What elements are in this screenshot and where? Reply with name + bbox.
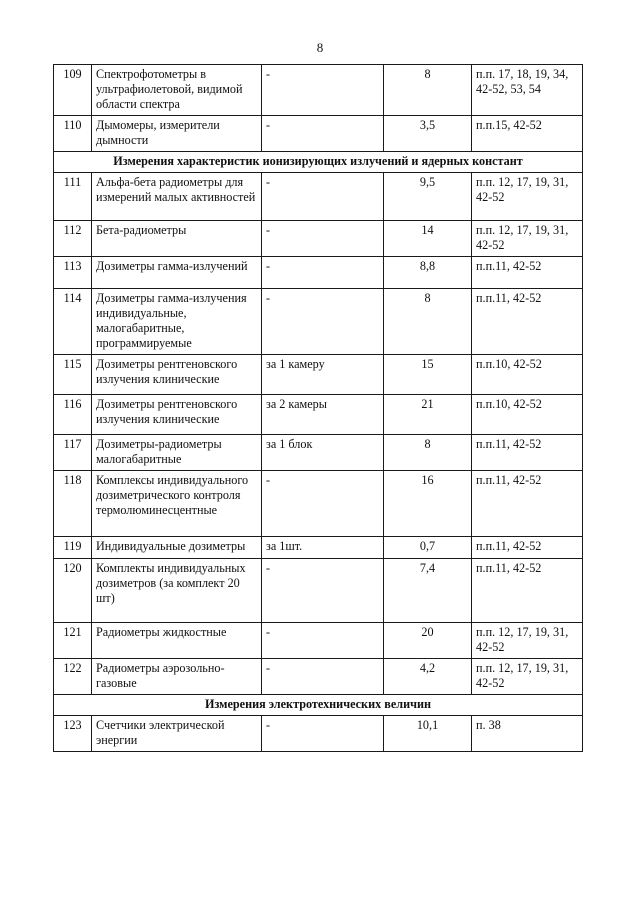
row-number: 111 [54,173,92,221]
section-row [54,152,583,173]
clauses-cell: п.п.11, 42-52 [472,435,583,471]
row-number: 122 [54,659,92,695]
value-cell: 8 [384,65,472,116]
table-row [54,355,583,395]
table-row [54,173,583,221]
unit-cell: - [262,65,384,116]
table-row [54,257,583,289]
instrument-name: Радиометры жидкостные [92,623,262,659]
instrument-name: Дымомеры, измерители дымности [92,116,262,152]
table-row [54,659,583,695]
value-cell: 4,2 [384,659,472,695]
row-number: 110 [54,116,92,152]
section-heading: Измерения характеристик ионизирующих излучений и ядерных констант [54,152,583,173]
clauses-cell: п.п.11, 42-52 [472,257,583,289]
instrument-name: Бета-радиометры [92,221,262,257]
row-number: 113 [54,257,92,289]
unit-cell: - [262,559,384,623]
table-row [54,65,583,116]
table-row [54,471,583,537]
value-cell: 0,7 [384,537,472,559]
value-cell: 7,4 [384,559,472,623]
value-cell: 21 [384,395,472,435]
clauses-cell: п.п. 12, 17, 19, 31, 42-52 [472,659,583,695]
instrument-name: Альфа-бета радиометры для измерений малых активностей [92,173,262,221]
row-number: 116 [54,395,92,435]
clauses-cell: п.п.11, 42-52 [472,537,583,559]
unit-cell: - [262,471,384,537]
table-row [54,221,583,257]
instrument-name: Радиометры аэрозольно-газовые [92,659,262,695]
value-cell: 14 [384,221,472,257]
instrument-name: Комплекты индивидуальных дозиметров (за комплект 20 шт) [92,559,262,623]
row-number: 118 [54,471,92,537]
unit-cell: за 1 блок [262,435,384,471]
table-row [54,289,583,355]
price-table-body [54,65,583,752]
table-row [54,395,583,435]
instrument-name: Спектрофотометры в ультрафиолетовой, видимой области спектра [92,65,262,116]
table-row [54,537,583,559]
table-row [54,623,583,659]
value-cell: 8 [384,289,472,355]
instrument-name: Индивидуальные дозиметры [92,537,262,559]
clauses-cell: п.п.10, 42-52 [472,355,583,395]
unit-cell: - [262,289,384,355]
unit-cell: за 1шт. [262,537,384,559]
unit-cell: - [262,116,384,152]
row-number: 117 [54,435,92,471]
clauses-cell: п.п. 12, 17, 19, 31, 42-52 [472,623,583,659]
clauses-cell: п.п. 12, 17, 19, 31, 42-52 [472,221,583,257]
instrument-name: Счетчики электрической энергии [92,716,262,752]
section-heading: Измерения электротехнических величин [54,695,583,716]
unit-cell: - [262,221,384,257]
clauses-cell: п.п.15, 42-52 [472,116,583,152]
clauses-cell: п.п. 12, 17, 19, 31, 42-52 [472,173,583,221]
instrument-name: Дозиметры гамма-излучений [92,257,262,289]
unit-cell: за 2 камеры [262,395,384,435]
value-cell: 8 [384,435,472,471]
unit-cell: - [262,659,384,695]
clauses-cell: п. 38 [472,716,583,752]
row-number: 119 [54,537,92,559]
unit-cell: - [262,716,384,752]
instrument-name: Дозиметры рентгеновского излучения клинические [92,395,262,435]
value-cell: 9,5 [384,173,472,221]
clauses-cell: п.п. 17, 18, 19, 34, 42-52, 53, 54 [472,65,583,116]
value-cell: 3,5 [384,116,472,152]
table-row [54,559,583,623]
instrument-name: Комплексы индивидуального дозиметрического контроля термолюминесцентные [92,471,262,537]
row-number: 120 [54,559,92,623]
unit-cell: - [262,623,384,659]
section-row [54,695,583,716]
value-cell: 8,8 [384,257,472,289]
instrument-name: Дозиметры-радиометры малогабаритные [92,435,262,471]
clauses-cell: п.п.11, 42-52 [472,471,583,537]
instrument-name: Дозиметры рентгеновского излучения клинические [92,355,262,395]
unit-cell: - [262,257,384,289]
instrument-name: Дозиметры гамма-излучения индивидуальные, малогабаритные, программируемые [92,289,262,355]
value-cell: 20 [384,623,472,659]
row-number: 114 [54,289,92,355]
row-number: 121 [54,623,92,659]
clauses-cell: п.п.11, 42-52 [472,559,583,623]
page-number: 8 [316,40,324,55]
clauses-cell: п.п.10, 42-52 [472,395,583,435]
row-number: 109 [54,65,92,116]
table-row [54,116,583,152]
row-number: 112 [54,221,92,257]
row-number: 115 [54,355,92,395]
value-cell: 15 [384,355,472,395]
row-number: 123 [54,716,92,752]
unit-cell: за 1 камеру [262,355,384,395]
unit-cell: - [262,173,384,221]
value-cell: 16 [384,471,472,537]
table-row [54,716,583,752]
price-table [53,64,583,752]
clauses-cell: п.п.11, 42-52 [472,289,583,355]
table-row [54,435,583,471]
value-cell: 10,1 [384,716,472,752]
